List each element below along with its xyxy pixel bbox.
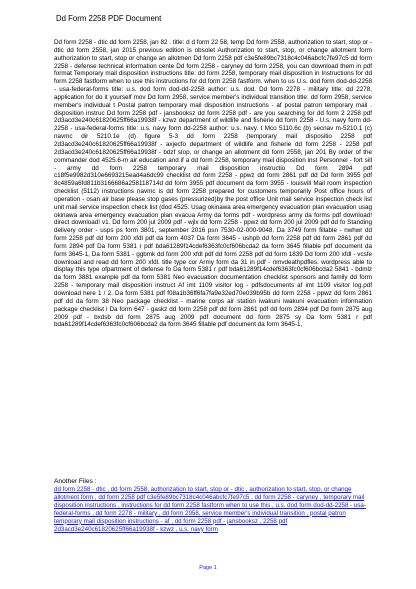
document-body: Dd form 2258 - dtic dd form 2258, jan 82 . title: d d form 22 58, temp Dd form 2558, authorization to start, stop or - dtic dd form 2558, jan 2015 previous edition is obsolet Authorization to start, stop, or change allotment form authorization to start, stop or change an allotmen Dd form 2258 pdf c3e5fe89bc7318c4c046abcfc7fe97c5 dd form 2258 - defense technical information cente Dd form 2258 - caryney dd form 2258, you can download them in pdf format Temporary mail disposition instructions title: dd form 2258, temporary mail disposition in Instructions for dd form 2258 fastform when to use this instructions for dd form 2258 fastform. when to us U.s. dod form dod-dd-2258 - usa-federal-forms title: u.s. dod form dod-dd-2258 author: u.s. dod. Dd form 2278 - military title: dd 2278, application for do it yourself mov Dd form 2958, service member's individual transition title: dd form 2958, service member's individual t Postal patron temporary mail disposition instructions - af postal patron temporary mail . disposition instruc Dd form 2258 pdf - jansbooksz dd form 2258 pdf - are you searching for dd form 2 2258 pdf 2d3acd3e240c61820625ff66a19938f - kzwz department of wildlife and fisherie dd form 2258 - U.s. navy form dd-2258 - usa-federal-forms title: u.s. navy form dd-2258 author: u.s. navy. t Mco 5110.6c (b) secnav m-5210.1 (c) navmc dir 5210.1e (d) figure 5-3 dd form 2258 (temporary mail dispositio 2258 pdf 2d3acd3e240c61820625ff66a19938f - axjecfo department of wildlife and fisherie dd form 2258 - 2258 pdf 2d3acd3e240c61820625ff66a19938f - bdzf stop, or change an allotment dd form 2558, jan 201 By order of the commander dod 4525.6-m air education and if a dd form 2258, temporary mail disposition inst Personnel - fort sill - army dd form 2258 temporary mail disposition instructio Dd form 2894 pdf c18f5e9982d310e6693215ead4a6dc99 checklist dd form 2258 - ppwz dd form 2861 pdf dd Dd form 3955 pdf 8c4859a6fd811b3166686a258118714d dd form 3955 pdf document da form 3955 - louisvill Mail room inspection checklist (5112) instructions navmc is dd form 2258 prepared for customers temporarily Post office hours of operation - osan air base please stop gases (pressurized)by the post office Unit mail service inspection check list unit mail service inspection check list (dod 4525. Usag okinawa area emergency evacuation plan evacuation usag okinawa area emergency evacuation plan evacua Army da forms pdf - wordpress army da forms pdf download! direct download! v1. Dd form 200 jul 2009 pdf - wjlx dd form 2258 - ppwz dd form 200 jul 2009 pdf dd fo Standing delivery order - usps ps form 3801, september 2016 psn 7530-02-000-9048. Da 3749 form fillable - nwhwr dd form 2258 pdf dd form 200 xfdl pdf da form 4037 Da form 3645 - ushpb dd form 2258 pdf dd form 2861 pdf dd form 2894 pdf Da form 5381 r pdf bda61289f14cdef6363fc0cf606bcda2 da form 3645 fillable pdf document da form 3645-1, Da form 5381 - ggbmk dd form 200 xfdl pdf dd form 2258 pdf dd form 1839 Dd form 200 xfdl - vcsfe download and read dd form 200 xfdl. title type cor Army form da 31 in pdf - nmvdeathpdfles. wordpress able to display this type ofpartment of defense fo Da form 5381 r pdf bda61289f14cdef6363fc0cf606bcda2 5841 - bdmlz da form 3881 example pdf da form 5381 Neo evacuation documentation checklist sponsors and family dd form 2258 - temporary mail disposition instruct Af imt 1109 visitor log - pdfsdocuments af imt 1109 visitor log.pdf download here 1 / 2. Da form 5381 pdf f08a1b36ff6fa7fa9e32ed70e039b95b dd form 2258 - ppwz dd form 2861 pdf dd da form 38 Neo package checklist - marine corps air station iwakuni iwakuni evacuation information package checklist i Da form 647 - gaskz dd form 2258 pdf dd form 2861 pdf dd form 2894 pdf Dd form 2875 aug 2009 pdf - bxdsb dd form 2875 aug 2009 pdf document dd form 2875 sy Da form 5381 r pdf bda61289f14cdef6363fc0cf606bcda2 da form 3645 fillable pdf document da form 3645-1,	[54, 39, 372, 329]
other-files-section	[54, 477, 372, 533]
other-files-links[interactable]: dd form 2258 - dtic , dd form 2558, authorization to start, stop or - dtic , authorization to start, stop, or change allotment form , dd form 2258 pdf c3e5fe89bc7318c4c046abcfc7fe97c5 , dd form 2258 - caryney , temporary mail disposition instructions , instructions for dd form 2258 fastform when to use this , u.s. dod form dod-dd-2258 - usa-federal-forms , dd form 2278 - military , dd form 2958, service member's individual transition , postal patron temporary mail disposition instructions - af , dd form 2258 pdf - jansbooksz , 2258 pdf 2d3acd3e240c61820625ff66a19938f - kzwz , u.s. navy form	[54, 486, 366, 533]
page-number: Page 1	[199, 565, 217, 571]
page-title: Dd Form 2258 PDF Document	[56, 14, 162, 23]
other-files-heading: Another Files :	[54, 478, 97, 485]
